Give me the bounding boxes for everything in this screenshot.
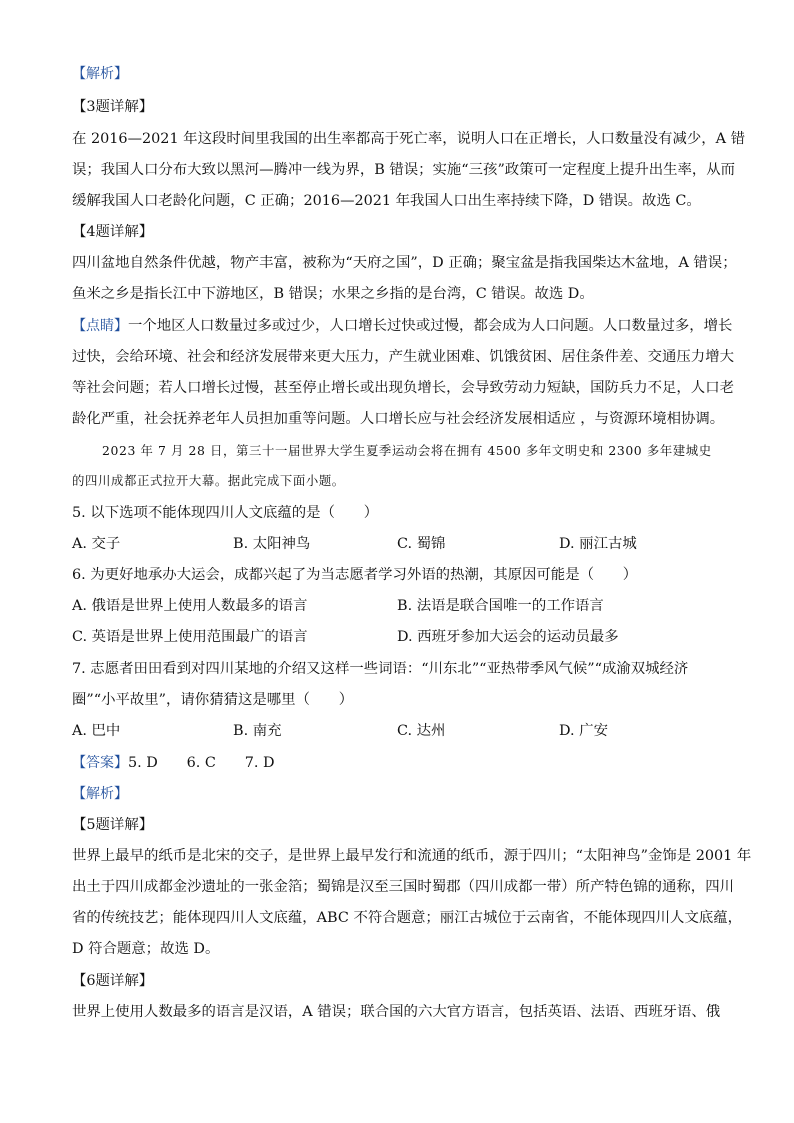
tip-tag: 【点睛】 bbox=[72, 318, 128, 334]
q6-option-a: A. 俄语是世界上使用人数最多的语言 bbox=[72, 598, 308, 614]
tip-line-4: 龄化严重，社会抚养老年人员担加重等问题。人口增长应与社会经济发展相适应 ，与资源环境相协调。 bbox=[72, 411, 725, 427]
q3-heading: 【3题详解】 bbox=[72, 99, 154, 115]
q5-option-d: D. 丽江古城 bbox=[559, 536, 637, 552]
q4-line-1: 四川盆地自然条件优越，物产丰富，被称为“天府之国”，D 正确；聚宝盆是指我国柴达木盆地，A 错误； bbox=[72, 255, 737, 271]
q6-stem: 6. 为更好地承办大运会，成都兴起了为当志愿者学习外语的热潮，其原因可能是（ ） bbox=[72, 567, 638, 583]
q5-stem: 5. 以下选项不能体现四川人文底蕴的是（ ） bbox=[72, 505, 379, 521]
tip-text-1: 一个地区人口数量过多或过少，人口增长过快或过慢，都会成为人口问题。人口数量过多，增长 bbox=[128, 318, 733, 334]
q4-line-2: 鱼米之乡是指长江中下游地区，B 错误；水果之乡指的是台湾，C 错误。故选 D。 bbox=[72, 286, 594, 302]
q6-option-c: C. 英语是世界上使用范围最广的语言 bbox=[72, 629, 308, 645]
q7-stem-line-2: 圈”“小平故里”，请你猜猜这是哪里（ ） bbox=[72, 692, 354, 708]
answer-line bbox=[72, 753, 275, 773]
tip-line-1 bbox=[72, 316, 732, 336]
passage-line-2: 的四川成都正式拉开大幕。据此完成下面小题。 bbox=[72, 473, 345, 488]
q3-line-2: 误；我国人口分布大致以黑河—腾冲一线为界，B 错误；实施“三孩”政策可一定程度上提升出生率，从而 bbox=[72, 162, 736, 178]
q5-option-c: C. 蜀锦 bbox=[397, 536, 446, 552]
q5-line-3: 省的传统技艺；能体现四川人文底蕴，ABC 不符合题意；丽江古城位于云南省，不能体现四川人文底蕴， bbox=[72, 910, 743, 926]
q5-heading: 【5题详解】 bbox=[72, 817, 154, 833]
q6-heading: 【6题详解】 bbox=[72, 973, 154, 989]
q6-line-1: 世界上使用人数最多的语言是汉语，A 错误；联合国的六大官方语言，包括英语、法语、西班牙语、俄 bbox=[72, 1004, 721, 1020]
analysis-heading: 【解析】 bbox=[72, 66, 128, 82]
answer-tag: 【答案】 bbox=[72, 755, 128, 771]
q5-line-1: 世界上最早的纸币是北宋的交子，是世界上最早发行和流通的纸币，源于四川；“太阳神鸟”金饰是 2001 年 bbox=[72, 848, 752, 864]
q4-heading: 【4题详解】 bbox=[72, 224, 154, 240]
q6-option-d: D. 西班牙参加大运会的运动员最多 bbox=[397, 629, 619, 645]
q5-line-4: D 符合题意；故选 D。 bbox=[72, 941, 220, 957]
q3-line-3: 缓解我国人口老龄化问题，C 正确；2016—2021 年我国人口出生率持续下降，D 错误。故选 C。 bbox=[72, 193, 701, 209]
q3-line-1: 在 2016—2021 年这段时间里我国的出生率都高于死亡率，说明人口在正增长，人口数量没有减少，A 错 bbox=[72, 131, 745, 147]
q7-option-a: A. 巴中 bbox=[72, 723, 121, 739]
q7-stem-line-1: 7. 志愿者田田看到对四川某地的介绍又这样一些词语：“川东北”“亚热带季风气候”“成渝双城经济 bbox=[72, 661, 689, 677]
tip-line-3: 等社会问题；若人口增长过慢，甚至停止增长或出现负增长，会导致劳动力短缺，国防兵力不足，人口老 bbox=[72, 380, 734, 396]
q5-option-b: B. 太阳神鸟 bbox=[233, 536, 311, 552]
q6-option-b: B. 法语是联合国唯一的工作语言 bbox=[397, 598, 604, 614]
analysis-heading-2: 【解析】 bbox=[72, 786, 128, 802]
q5-line-2: 出土于四川成都金沙遗址的一张金箔；蜀锦是汉至三国时蜀郡（四川成都一带）所产特色锦的通称，四川 bbox=[72, 879, 734, 895]
answer-text: 5. D 6. C 7. D bbox=[128, 755, 275, 771]
q7-option-d: D. 广安 bbox=[559, 723, 608, 739]
q5-option-a: A. 交子 bbox=[72, 536, 121, 552]
q7-option-b: B. 南充 bbox=[233, 723, 282, 739]
tip-line-2: 过快，会给环境、社会和经济发展带来更大压力，产生就业困难、饥饿贫困、居住条件差、交通压力增大 bbox=[72, 349, 734, 365]
passage-line-1: 2023 年 7 月 28 日，第三十一届世界大学生夏季运动会将在拥有 4500 多年文明史和 2300 多年建城史 bbox=[102, 443, 712, 458]
q7-option-c: C. 达州 bbox=[397, 723, 446, 739]
